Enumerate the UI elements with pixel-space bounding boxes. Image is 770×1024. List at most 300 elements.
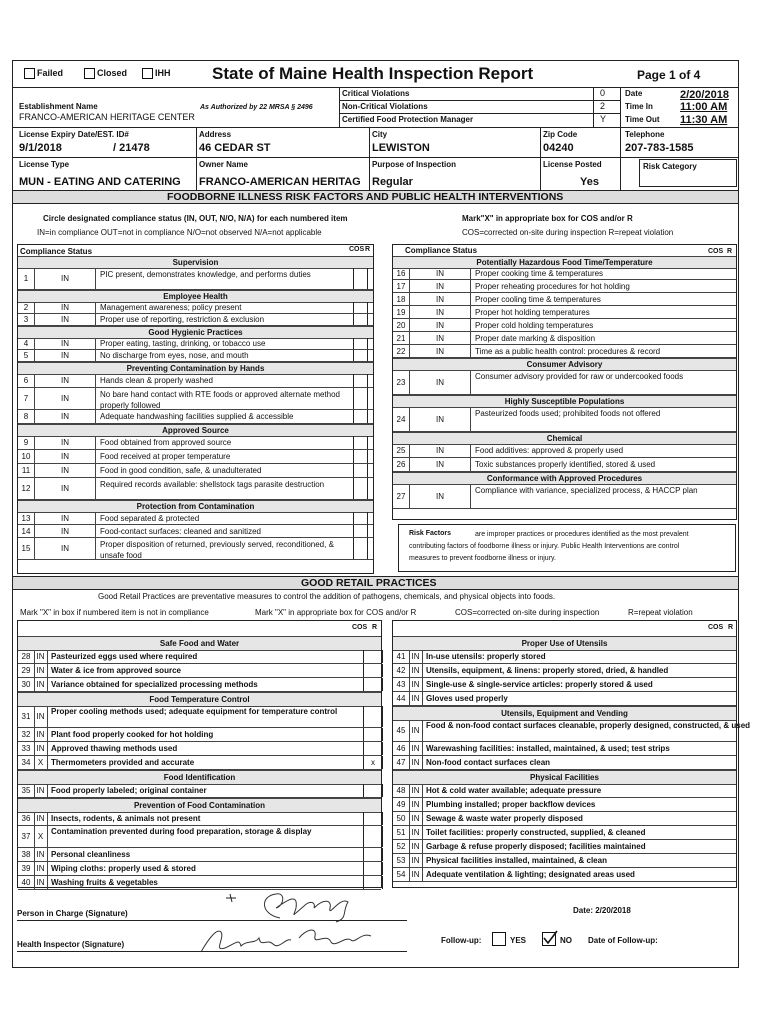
compliance-status[interactable]: IN (409, 812, 423, 825)
cos-checkbox[interactable] (353, 538, 365, 559)
risk-item-row (393, 293, 736, 306)
item-description: Food received at proper temperature (100, 452, 231, 461)
item-description: Toilet facilities: properly constructed, supplied, & cleaned (426, 828, 646, 837)
purpose-label: Purpose of Inspection (372, 160, 457, 169)
item-description: Adequate ventilation & lighting; designated areas used (426, 870, 635, 879)
risk-item-row (18, 388, 373, 410)
page-number: Page 1 of 4 (637, 68, 701, 82)
repeat-checkbox[interactable] (367, 268, 379, 289)
item-number: 18 (393, 293, 410, 305)
item-description: No discharge from eyes, nose, and mouth (100, 351, 249, 360)
risk-item-row (393, 484, 736, 509)
retail-item-row (393, 812, 736, 826)
retail-item-row (393, 784, 736, 798)
cos-checkbox[interactable] (353, 302, 365, 313)
closed-label: Closed (97, 68, 128, 78)
repeat-checkbox[interactable] (367, 436, 379, 449)
followup-yes-checkbox[interactable] (492, 932, 506, 946)
failed-label: Failed (37, 68, 64, 78)
compliance-status[interactable]: IN (35, 410, 96, 423)
repeat-checkbox[interactable] (367, 388, 379, 409)
compliance-status[interactable]: IN (35, 525, 96, 537)
compliance-status[interactable]: IN (409, 868, 423, 881)
followup-yes-label: YES (510, 936, 527, 945)
item-description: Washing fruits & vegetables (51, 878, 158, 887)
est-id-value: / 21478 (113, 142, 150, 154)
repeat-checkbox[interactable] (367, 478, 379, 499)
compliance-status[interactable]: IN (410, 280, 471, 292)
retail-item-row (18, 678, 381, 692)
section-heading: Protection from Contamination (18, 500, 373, 513)
cos-checkbox[interactable] (353, 410, 365, 423)
compliance-status[interactable]: IN (35, 450, 96, 463)
cfpm-value: Y (600, 114, 607, 124)
item-description: Insects, rodents, & animals not present (51, 814, 201, 823)
retail-legend-1: Mark "X" in box if numbered item is not in compliance (20, 608, 209, 617)
compliance-status[interactable]: IN (410, 306, 471, 318)
item-number: 10 (18, 450, 35, 463)
compliance-status[interactable]: IN (34, 862, 48, 875)
compliance-status[interactable]: IN (410, 293, 471, 305)
critical-label: Critical Violations (342, 89, 410, 98)
item-number: 44 (393, 692, 410, 705)
section-heading: Preventing Contamination by Hands (18, 362, 373, 375)
compliance-status[interactable]: IN (35, 478, 96, 499)
followup-no-checkbox[interactable] (542, 932, 556, 946)
item-description: In-use utensils: properly stored (426, 652, 546, 661)
repeat-checkbox[interactable] (367, 374, 379, 387)
item-description: Proper use of reporting, restriction & exclusion (100, 315, 265, 324)
retail-item-row (393, 854, 736, 868)
right-r-header: R (727, 248, 733, 255)
address-label: Address (199, 130, 232, 139)
item-description: Consumer advisory provided for raw or undercooked foods (475, 372, 684, 381)
item-number: 36 (18, 812, 35, 825)
section-heading: Highly Susceptible Populations (393, 395, 736, 408)
cos-checkbox[interactable] (363, 728, 382, 741)
item-description: Warewashing facilities: installed, maintained, & used; test strips (426, 744, 670, 753)
compliance-status[interactable]: IN (410, 345, 471, 357)
compliance-status[interactable]: IN (409, 854, 423, 867)
item-number: 34 (18, 756, 35, 769)
closed-checkbox[interactable] (84, 68, 95, 79)
risk-item-row (393, 332, 736, 345)
retail-item-row (393, 678, 736, 692)
item-description: Proper cooling methods used; adequate equipment for temperature control (51, 707, 338, 716)
owner-label: Owner Name (199, 160, 248, 169)
item-number: 40 (18, 876, 35, 889)
retail-item-row (393, 756, 736, 770)
posted-label: License Posted (543, 160, 602, 169)
cos-checkbox[interactable] (363, 826, 382, 847)
item-description: Non-food contact surfaces clean (426, 758, 551, 767)
compliance-status[interactable]: IN (409, 742, 423, 755)
item-description: PIC present, demonstrates knowledge, and performs duties (100, 270, 311, 279)
cos-checkbox[interactable] (363, 664, 382, 677)
compliance-status[interactable]: IN (35, 350, 96, 361)
item-number: 50 (393, 812, 410, 825)
section-heading: Chemical (393, 432, 736, 445)
phone-label: Telephone (625, 130, 665, 139)
purpose-value: Regular (372, 176, 413, 188)
compliance-status[interactable]: IN (34, 728, 48, 741)
cos-checkbox[interactable] (363, 812, 382, 825)
item-description: Single-use & single-service articles: properly stored & used (426, 680, 653, 689)
repeat-checkbox[interactable] (367, 410, 379, 423)
item-description: Time as a public health control: procedures & record (475, 347, 661, 356)
item-number: 33 (18, 742, 35, 755)
compliance-status[interactable]: IN (34, 742, 48, 755)
risk-item-row (393, 345, 736, 358)
compliance-status[interactable]: IN (409, 678, 423, 691)
date-value: 2/20/2018 (680, 89, 729, 101)
section-heading: Consumer Advisory (393, 358, 736, 371)
compliance-status[interactable]: IN (409, 826, 423, 839)
item-description: No bare hand contact with RTE foods or approved alternate method properly followed (100, 390, 340, 410)
cos-checkbox[interactable] (353, 512, 365, 524)
cos-checkbox[interactable] (353, 268, 365, 289)
retail-legend-3: COS=corrected on-site during inspection (455, 608, 600, 617)
risk-item-row (18, 512, 373, 525)
cos-checkbox[interactable] (363, 862, 382, 875)
retail-item-row (393, 664, 736, 678)
risk-item-row (18, 436, 373, 450)
retail-item-row (18, 664, 381, 678)
item-description: Proper eating, tasting, drinking, or tobacco use (100, 339, 266, 348)
section-heading: Proper Use of Utensils (393, 636, 736, 651)
item-number: 25 (393, 444, 410, 457)
item-description: Proper cooking time & temperatures (475, 269, 604, 278)
item-number: 27 (393, 484, 410, 508)
item-number: 20 (393, 319, 410, 331)
item-description: Hands clean & properly washed (100, 376, 213, 385)
license-exp-value: 9/1/2018 (19, 142, 62, 154)
risk-item-row (18, 338, 373, 350)
retail-item-row (18, 742, 381, 756)
cos-checkbox[interactable] (363, 784, 382, 797)
compliance-status[interactable]: IN (409, 798, 423, 811)
compliance-status[interactable]: IN (35, 268, 96, 289)
item-number: 15 (18, 538, 35, 559)
compliance-status[interactable]: IN (34, 678, 48, 691)
cos-checkbox[interactable] (353, 436, 365, 449)
item-number: 11 (18, 464, 35, 477)
item-description: Food & non-food contact surfaces cleanable, properly designed, constructed, & used (426, 721, 751, 730)
item-description: Required records available: shellstock tags parasite destruction (100, 480, 325, 489)
foodborne-legend-3: Mark"X" in appropriate box for COS and/or R (462, 214, 633, 223)
risk-item-row (18, 450, 373, 464)
retail-left-r: R (372, 624, 378, 631)
item-description: Food separated & protected (100, 514, 200, 523)
section-heading: Food Identification (18, 770, 381, 785)
compliance-status[interactable]: IN (410, 332, 471, 344)
item-description: Compliance with variance, specialized process, & HACCP plan (475, 486, 698, 495)
item-number: 16 (393, 268, 410, 279)
repeat-checkbox[interactable] (367, 338, 379, 349)
item-description: Variance obtained for specialized processing methods (51, 680, 258, 689)
checkmark-icon (542, 930, 558, 946)
establishment-value: FRANCO-AMERICAN HERITAGE CENTER (19, 112, 195, 122)
risk-item-row (18, 478, 373, 500)
address-value: 46 CEDAR ST (199, 142, 271, 154)
item-description: Food-contact surfaces: cleaned and sanitized (100, 527, 261, 536)
item-number: 47 (393, 756, 410, 769)
item-description: Hot & cold water available; adequate pressure (426, 786, 602, 795)
retail-right-r: R (728, 624, 734, 631)
item-number: 21 (393, 332, 410, 344)
cos-checkbox[interactable] (353, 314, 365, 325)
retail-item-row (18, 756, 381, 770)
timein-value: 11:00 AM (680, 101, 728, 113)
repeat-checkbox[interactable] (367, 464, 379, 477)
compliance-status[interactable]: IN (34, 812, 48, 825)
item-number: 52 (393, 840, 410, 853)
cfpm-label: Certified Food Protection Manager (342, 115, 474, 124)
section-heading: Supervision (18, 256, 373, 269)
compliance-status[interactable]: IN (35, 436, 96, 449)
risk-item-row (18, 410, 373, 424)
item-number: 5 (18, 350, 35, 361)
compliance-status[interactable]: IN (410, 484, 471, 508)
retail-title: GOOD RETAIL PRACTICES (301, 577, 437, 589)
item-number: 9 (18, 436, 35, 449)
critical-value: 0 (600, 88, 606, 98)
compliance-status[interactable]: IN (35, 302, 96, 313)
date-label: Date (625, 89, 643, 98)
repeat-checkbox[interactable] (367, 302, 379, 313)
item-number: 32 (18, 728, 35, 741)
repeat-checkbox[interactable] (367, 314, 379, 325)
left-cos-header: COS (349, 246, 365, 253)
item-number: 45 (393, 720, 410, 741)
cos-checkbox[interactable] (353, 350, 365, 361)
cos-checkbox[interactable] (363, 848, 382, 861)
retail-item-row (393, 826, 736, 840)
item-description: Toxic substances properly identified, stored & used (475, 460, 656, 469)
risk-item-row (18, 464, 373, 478)
compliance-status[interactable]: IN (34, 848, 48, 861)
compliance-status[interactable]: IN (409, 840, 423, 853)
item-number: 51 (393, 826, 410, 839)
item-description: Food in good condition, safe, & unadulterated (100, 466, 262, 475)
item-number: 26 (393, 458, 410, 471)
retail-item-row (18, 650, 381, 664)
compliance-status[interactable]: IN (410, 319, 471, 331)
risk-item-row (393, 268, 736, 280)
item-description: Food obtained from approved source (100, 438, 232, 447)
compliance-status[interactable]: IN (410, 370, 471, 394)
item-number: 35 (18, 784, 35, 797)
city-label: City (372, 130, 388, 139)
left-r-header: R (365, 246, 371, 253)
compliance-status[interactable]: X (34, 756, 48, 769)
item-number: 29 (18, 664, 35, 677)
establishment-label: Establishment Name (19, 102, 98, 111)
compliance-status[interactable]: IN (34, 706, 48, 727)
health-inspector-label: Health Inspector (Signature) (17, 940, 125, 949)
compliance-status[interactable]: IN (35, 374, 96, 387)
item-description: Plant food properly cooked for hot holding (51, 730, 214, 739)
retail-item-row (18, 728, 381, 742)
item-number: 54 (393, 868, 410, 881)
followup-label: Follow-up: (441, 936, 482, 945)
risk-item-row (18, 350, 373, 362)
section-heading: Employee Health (18, 290, 373, 303)
retail-item-row (18, 826, 381, 848)
failed-checkbox[interactable] (24, 68, 35, 79)
foodborne-legend-4: COS=corrected on-site during inspection R=repeat violation (462, 228, 674, 237)
compliance-status[interactable]: IN (34, 664, 48, 677)
section-heading: Safe Food and Water (18, 636, 381, 651)
item-number: 4 (18, 338, 35, 349)
risk-item-row (393, 280, 736, 293)
retail-item-row (18, 706, 381, 728)
ihh-checkbox[interactable] (142, 68, 153, 79)
cos-checkbox[interactable] (363, 706, 382, 727)
retail-item-row (393, 720, 751, 742)
retail-legend-2: Mark "X" in appropriate box for COS and/or R (255, 608, 417, 617)
compliance-status[interactable]: IN (35, 314, 96, 325)
city-value: LEWISTON (372, 142, 430, 154)
retail-item-row (18, 784, 381, 798)
compliance-status[interactable]: IN (35, 338, 96, 349)
section-heading: Food Temperature Control (18, 692, 381, 707)
retail-item-row (393, 692, 736, 706)
cos-checkbox[interactable] (353, 464, 365, 477)
item-number: 8 (18, 410, 35, 423)
item-number: 31 (18, 706, 35, 727)
license-type-label: License Type (19, 160, 70, 169)
left-status-header: Compliance Status (20, 247, 93, 256)
cos-checkbox[interactable] (353, 338, 365, 349)
risk-item-row (18, 268, 373, 290)
compliance-status[interactable]: IN (409, 784, 423, 797)
retail-item-row (18, 812, 381, 826)
risk-item-row (393, 306, 736, 319)
item-description: Proper disposition of returned, previously served, reconditioned, & unsafe food (100, 540, 334, 560)
cos-checkbox[interactable] (353, 478, 365, 499)
item-description: Thermometers provided and accurate (51, 758, 195, 767)
item-number: 42 (393, 664, 410, 677)
license-exp-label: License Expiry Date/EST. ID# (19, 130, 129, 139)
compliance-status[interactable]: IN (409, 692, 423, 705)
item-description: Contamination prevented during food preparation, storage & display (51, 827, 312, 836)
retail-item-row (393, 650, 736, 664)
cos-checkbox[interactable]: x (363, 756, 382, 769)
item-description: Proper cooling time & temperatures (475, 295, 601, 304)
item-number: 2 (18, 302, 35, 313)
compliance-status[interactable]: IN (409, 650, 423, 663)
compliance-status[interactable]: IN (35, 388, 96, 409)
item-number: 43 (393, 678, 410, 691)
risk-label: Risk Category (643, 162, 697, 171)
item-number: 48 (393, 784, 410, 797)
cos-checkbox[interactable] (353, 374, 365, 387)
item-number: 19 (393, 306, 410, 318)
compliance-status[interactable]: IN (34, 650, 48, 663)
cos-checkbox[interactable] (353, 388, 365, 409)
compliance-status[interactable]: IN (410, 407, 471, 431)
section-heading: Conformance with Approved Procedures (393, 472, 736, 485)
compliance-status[interactable]: IN (409, 756, 423, 769)
repeat-checkbox[interactable] (367, 525, 379, 537)
compliance-status[interactable]: IN (410, 268, 471, 279)
timeout-label: Time Out (625, 115, 660, 124)
followup-date-label: Date of Follow-up: (588, 936, 658, 945)
item-description: Plumbing installed; proper backflow devices (426, 800, 596, 809)
item-description: Management awareness; policy present (100, 303, 242, 312)
risk-note-text: are improper practices or procedures identified as the most prevalent contributing factors of foodborne illness or injury. Public Health Interventions are control measures to prevent foodborne illness or injury. (409, 531, 689, 562)
compliance-status[interactable]: IN (35, 512, 96, 524)
cos-checkbox[interactable] (363, 876, 382, 889)
noncritical-label: Non-Critical Violations (342, 102, 428, 111)
cos-checkbox[interactable] (363, 742, 382, 755)
item-description: Adequate handwashing facilities supplied & accessible (100, 412, 294, 421)
compliance-status[interactable]: IN (409, 720, 423, 741)
repeat-checkbox[interactable] (367, 512, 379, 524)
repeat-checkbox[interactable] (367, 450, 379, 463)
person-in-charge-label: Person in Charge (Signature) (17, 909, 128, 918)
repeat-checkbox[interactable] (367, 350, 379, 361)
item-description: Approved thawing methods used (51, 744, 178, 753)
item-number: 22 (393, 345, 410, 357)
item-number: 24 (393, 407, 410, 431)
compliance-status[interactable]: IN (410, 444, 471, 457)
compliance-status[interactable]: IN (34, 876, 48, 889)
compliance-status[interactable]: IN (35, 538, 96, 559)
foodborne-legend-2: IN=in compliance OUT=not in compliance N/O=not observed N/A=not applicable (37, 228, 322, 237)
risk-item-row (393, 370, 736, 395)
section-heading: Potentially Hazardous Food Time/Temperature (393, 256, 736, 269)
owner-value: FRANCO-AMERICAN HERITAG (199, 176, 361, 188)
timeout-value: 11:30 AM (680, 114, 728, 126)
repeat-checkbox[interactable] (367, 538, 379, 559)
risk-item-row (393, 444, 736, 458)
item-description: Physical facilities installed, maintained, & clean (426, 856, 607, 865)
item-number: 39 (18, 862, 35, 875)
risk-item-row (393, 319, 736, 332)
compliance-status[interactable]: IN (34, 784, 48, 797)
footer-date: Date: 2/20/2018 (573, 906, 631, 915)
item-number: 38 (18, 848, 35, 861)
item-number: 6 (18, 374, 35, 387)
cos-checkbox[interactable] (363, 650, 382, 663)
followup-no-label: NO (560, 936, 572, 945)
compliance-status[interactable]: IN (410, 458, 471, 471)
item-description: Proper reheating procedures for hot holding (475, 282, 630, 291)
retail-left-cos: COS (352, 624, 368, 631)
compliance-status[interactable]: IN (409, 664, 423, 677)
section-heading: Prevention of Food Contamination (18, 798, 381, 813)
item-description: Food properly labeled; original container (51, 786, 207, 795)
timein-label: Time In (625, 102, 653, 111)
health-inspector-signature (195, 918, 385, 958)
cos-checkbox[interactable] (353, 525, 365, 537)
retail-item-row (393, 742, 736, 756)
ihh-label: IHH (155, 68, 171, 78)
retail-intro: Good Retail Practices are preventative measures to control the addition of pathogens, chemicals, and physical objects into foods. (98, 592, 556, 601)
risk-item-row (393, 458, 736, 472)
compliance-status[interactable]: X (34, 826, 48, 847)
cos-checkbox[interactable] (363, 678, 382, 691)
risk-item-row (18, 538, 373, 560)
compliance-status[interactable]: IN (35, 464, 96, 477)
noncritical-value: 2 (600, 101, 606, 111)
section-heading: Utensils, Equipment and Vending (393, 706, 736, 721)
item-number: 23 (393, 370, 410, 394)
cos-checkbox[interactable] (353, 450, 365, 463)
retail-item-row (18, 848, 381, 862)
